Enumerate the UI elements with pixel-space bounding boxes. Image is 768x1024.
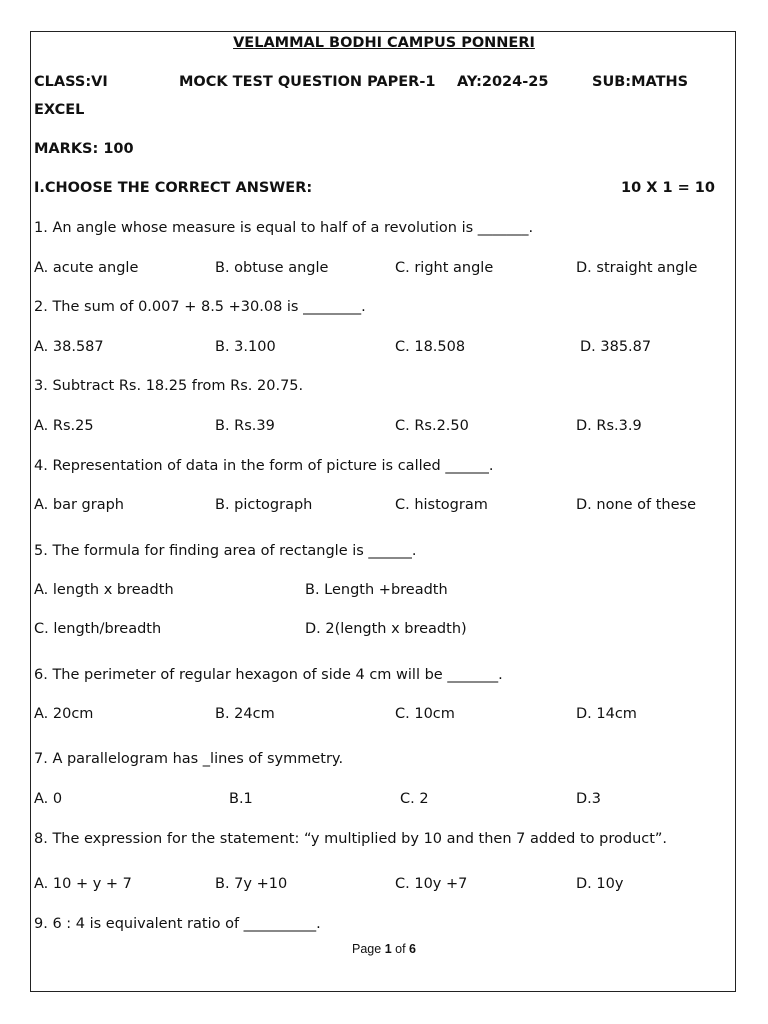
q8-option-d: D. 10y [576,876,624,892]
page-total: 6 [409,942,416,956]
q7-option-d: D.3 [576,791,601,807]
marks-total: MARKS: 100 [34,141,134,157]
q2-option-c: C. 18.508 [395,339,466,355]
question-6: 6. The perimeter of regular hexagon of side 4 cm will be _______. [34,667,503,683]
section-marks: 10 X 1 = 10 [621,180,715,196]
academic-year: AY:2024-25 [457,74,549,90]
q1-option-c: C. right angle [395,260,494,276]
subject-continued: EXCEL [34,102,85,118]
q7-option-b: B.1 [229,791,253,807]
q1-option-a: A. acute angle [34,260,139,276]
q3-option-c: C. Rs.2.50 [395,418,469,434]
q2-option-b: B. 3.100 [215,339,276,355]
q1-option-d: D. straight angle [576,260,698,276]
q4-option-c: C. histogram [395,497,488,513]
q4-option-a: A. bar graph [34,497,124,513]
q8-option-b: B. 7y +10 [215,876,288,892]
q7-option-a: A. 0 [34,791,63,807]
q5-option-c: C. length/breadth [34,621,162,637]
q6-option-b: B. 24cm [215,706,275,722]
subject: SUB:MATHS [592,74,689,90]
question-4: 4. Representation of data in the form of picture is called ______. [34,458,494,474]
q2-option-a: A. 38.587 [34,339,104,355]
q5-option-a: A. length x breadth [34,582,174,598]
q3-option-a: A. Rs.25 [34,418,94,434]
paper-title: MOCK TEST QUESTION PAPER-1 [179,74,436,90]
q3-option-b: B. Rs.39 [215,418,275,434]
question-2: 2. The sum of 0.007 + 8.5 +30.08 is ________. [34,299,366,315]
page-footer [0,942,768,956]
q8-option-a: A. 10 + y + 7 [34,876,132,892]
section-title: I.CHOOSE THE CORRECT ANSWER: [34,180,313,196]
q3-option-d: D. Rs.3.9 [576,418,642,434]
q7-option-c: C. 2 [400,791,429,807]
q6-option-c: C. 10cm [395,706,455,722]
q2-option-d: D. 385.87 [580,339,652,355]
q6-option-d: D. 14cm [576,706,637,722]
q1-option-b: B. obtuse angle [215,260,329,276]
q5-option-d: D. 2(length x breadth) [305,621,467,637]
question-8: 8. The expression for the statement: “y multiplied by 10 and then 7 added to product”. [34,831,668,847]
page-number: 1 [384,942,392,956]
school-title: VELAMMAL BODHI CAMPUS PONNERI [233,35,535,51]
q4-option-b: B. pictograph [215,497,313,513]
question-1: 1. An angle whose measure is equal to half of a revolution is _______. [34,220,534,236]
q8-option-c: C. 10y +7 [395,876,468,892]
of-word: of [395,942,406,956]
question-5: 5. The formula for finding area of rectangle is ______. [34,543,417,559]
question-7: 7. A parallelogram has _lines of symmetry. [34,751,344,767]
page-word: Page [352,942,382,956]
q4-option-d: D. none of these [576,497,697,513]
question-9: 9. 6 : 4 is equivalent ratio of __________. [34,916,321,932]
q5-option-b: B. Length +breadth [305,582,448,598]
q6-option-a: A. 20cm [34,706,94,722]
class-label: CLASS:VI [34,74,108,90]
question-3: 3. Subtract Rs. 18.25 from Rs. 20.75. [34,378,304,394]
